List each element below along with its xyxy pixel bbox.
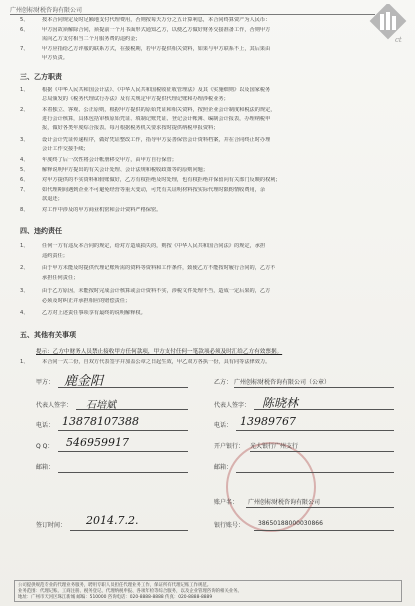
list-item: 2、 由于甲方未能及时提供代理记账所需的资料等资料和工作条件，致使乙方不能按时履行合同的，乙方不	[20, 265, 276, 271]
rep-b-label: 代表人签字：	[214, 402, 251, 409]
signature-line	[236, 472, 394, 473]
list-item: 5、 解释说明甲方提出的有关会计处理、会计法规和税收政策等的原则问题；	[20, 167, 209, 173]
email-a-label: 邮箱：	[36, 464, 55, 471]
signature-line	[58, 472, 188, 473]
signature-line	[250, 451, 394, 452]
company-header: 广州创标财税咨询有限公司	[10, 7, 83, 14]
list-item-continued: 需向乙方支付相当二个月服务费的违约金；	[42, 36, 141, 42]
rep-b-signature: 陈晓林	[262, 396, 299, 410]
party-a-signature: 鹿金阳	[64, 374, 104, 389]
signature-line	[234, 387, 394, 388]
signature-line	[254, 530, 394, 531]
list-item-continued: 必须及时纠正并承担相应的赔偿责任；	[42, 298, 131, 304]
list-item: 2、 本着独立、客观、公正原则，根据甲方提供的原始凭证和相关资料，按照企业会计制度和税法的规定，	[20, 107, 276, 113]
bank-label: 开户银行：	[214, 443, 245, 450]
list-item: 7、 甲方应指给乙方评服的联系方式，在接税期，若甲方提供相关资料，如果与甲方联系不上，其后果由	[20, 46, 271, 52]
list-item: 6、 甲方因故须解除合同，须提前一个月书面形式通知乙方，以便乙方做好财务交接准备工作，否则甲方	[20, 27, 271, 33]
list-item: 8、 对工作中涉及的甲方商业机密和会计资料严格保密。	[20, 207, 162, 213]
rep-a-label: 代表人签字：	[36, 402, 73, 409]
signature-line	[70, 530, 188, 531]
sign-date-value: 2014.7.2.	[86, 514, 139, 527]
list-item-continued: 报，做好各类年度综合报表。每月根据税务机关要求按时提供纳税申报资料；	[42, 125, 219, 131]
section-title: 三、乙方职责	[20, 73, 62, 81]
list-item: 3、 由于乙方原因，未能按时完成会计核算或会计资料不实，涉税文件处理不当，造成一定后果的，乙方	[20, 288, 271, 294]
list-item: 1、 本合同一式二份，自双方代表签字并加盖公章之日起生效，甲乙双方各执一份，具有同等法律效力。	[20, 359, 271, 365]
list-item: 7、 如代理期间遇到企业不可避免经营等重大变动，可凭有关证明材料按实际代理时限酌情收费用，余	[20, 187, 266, 193]
phone-b-label: 电话：	[214, 422, 233, 429]
list-item: 1、 任何一方有违反本合同的规定，给对方造成损失的，则按《中华人民共和国合同法》的规定，承担	[20, 243, 266, 249]
party-b-name: 广州创标财税咨询有限公司（公章）	[234, 379, 331, 386]
list-item-continued: 违约责任；	[42, 253, 68, 259]
phone-a-value: 13878107388	[62, 415, 139, 428]
account-no-label: 银行账号：	[214, 522, 245, 529]
header-rule	[10, 14, 375, 15]
qq-value: 546959917	[66, 436, 129, 449]
section-title: 五、其他有关事项	[20, 331, 76, 339]
phone-b-value: 13989767	[240, 415, 296, 428]
account-name-label: 账户名：	[214, 499, 239, 506]
account-name-value: 广州创标财税咨询有限公司	[248, 499, 321, 506]
phone-a-label: 电话：	[36, 422, 55, 429]
rep-a-signature: 石培斌	[86, 400, 116, 411]
company-logo-icon	[369, 4, 409, 44]
company-seal-stamp	[226, 442, 316, 532]
list-item-continued: 总局颁发的《税务代理试行办法》及有关规定甲方提供代理记账和办理涉税业务；	[42, 96, 229, 102]
footer-line: 地址：广州市天河区珠江新城 邮编：510000 咨询电话：020-8888-8888 传真：020-8888-8889	[18, 595, 213, 600]
party-b-label: 乙方：	[214, 379, 233, 386]
list-item: 6、 对甲方提供的不实资料和假账做好，乙方有权拒绝及时处理，也有权拒绝并保留向有关部门反映的权利；	[20, 177, 281, 183]
svg-text:ct: ct	[395, 36, 402, 44]
signature-line	[246, 507, 394, 508]
list-item-continued: 进行会计核算，具体包括审核原始凭证、填制记账凭证、登记会计帐簿、编制会计报表，办理纳税申	[42, 116, 271, 122]
footer-line: 公司提供规范专业的代理业务服务，聘用专职人员担任代理业务工作，保证所有代理记账工作规范。	[18, 583, 212, 588]
list-item-continued: 承担任何责任；	[42, 275, 79, 281]
email-b-label: 邮箱：	[214, 464, 233, 471]
list-item-continued: 会计工作交接手续；	[42, 146, 89, 152]
list-item: 4、 年度终了后一次性将会计帐册移交甲方，由甲方自行保管；	[20, 157, 177, 163]
bank-value: 光大银行广州支行	[250, 443, 299, 450]
signature-line	[58, 451, 188, 452]
qq-label: Q Q：	[36, 443, 54, 450]
signature-line	[236, 430, 394, 431]
date-label: 签订时间：	[36, 522, 67, 529]
list-item: 5、 按本合同规定及时足额地支付代理费用，否则按每天万分之五计算利息，本合同终算资产为人民币：	[20, 17, 271, 23]
list-item-continued: 甲方负责。	[42, 55, 68, 61]
account-no-value: 38650188000030866	[258, 520, 323, 527]
notice-text: 提示：乙方中财务人员禁止接收甲方任何款项，甲方支付任何一笔款项必须及时汇给乙方有效票据。	[36, 349, 283, 355]
footer-line: 业务范围：代理记账、工商注册、税务登记、代理纳税申报、各项年检等综合服务，以及企业管理咨询的相关业务。	[18, 589, 242, 594]
list-item: 3、 设计会计凭证传递程序，做好凭证整改工作，指导甲方妥善保管会计资料档案，并在合同终止时办理	[20, 137, 271, 143]
section-title: 四、违约责任	[20, 227, 62, 235]
party-a-label: 甲方：	[36, 379, 55, 386]
list-item: 4、 乙方对上述责任事项享有最终的说明解释权。	[20, 310, 146, 316]
list-item: 1、 根据《中华人民共和国会计法》、《中华人民共和国税收征收管理法》及其《实施细则》以及国家税务	[20, 87, 271, 93]
list-item-continued: 款退还；	[42, 196, 63, 202]
signature-line	[58, 430, 188, 431]
